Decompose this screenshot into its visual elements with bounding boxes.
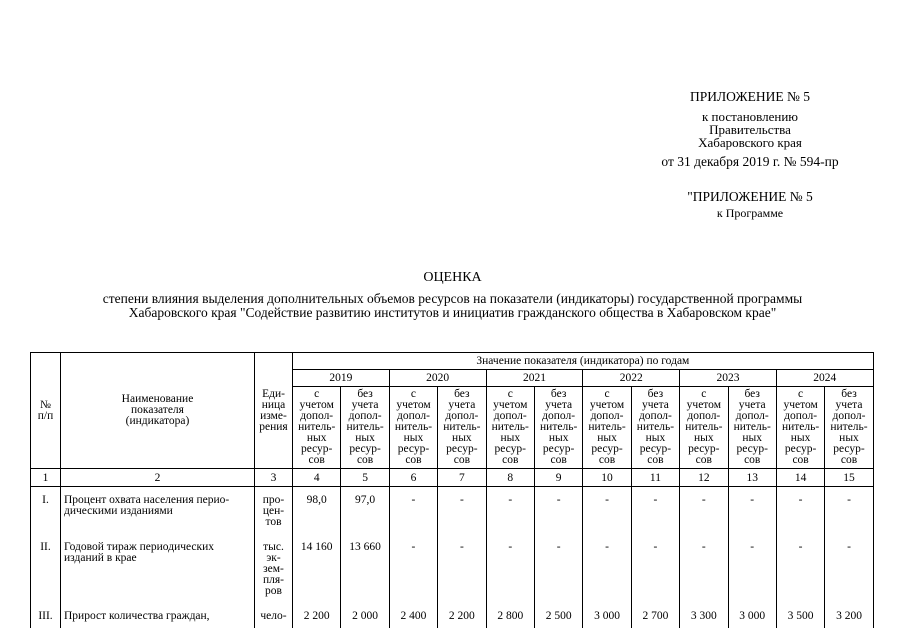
appendix-region: Хабаровского края [698, 135, 802, 150]
indicator-value: - [583, 534, 631, 603]
indicator-value: 3 000 [583, 603, 631, 628]
program-appendix-title: "ПРИЛОЖЕНИЕ № 5 [687, 189, 813, 204]
without-resources-label: ресур- [736, 443, 768, 455]
without-resources-label: ных [452, 432, 472, 444]
indicator-value: 2 700 [631, 603, 679, 628]
table-row [31, 487, 874, 535]
indicator-name-line: изданий в крае [64, 552, 137, 564]
column-number-cell: 13 [728, 469, 776, 487]
column-number-cell: 3 [255, 469, 293, 487]
without-resources-header [341, 387, 389, 469]
with-resources-label: сов [695, 454, 712, 466]
column-number-cell: 15 [825, 469, 873, 487]
without-resources-label: нитель- [830, 421, 868, 433]
col-number-label: № [40, 398, 51, 411]
document-heading: ОЦЕНКА [423, 270, 482, 285]
indicator-value: - [776, 534, 824, 603]
without-resources-label: допол- [542, 410, 576, 422]
with-resources-label: ресур- [397, 443, 430, 455]
indicator-unit-line: про- [262, 494, 285, 506]
without-resources-label: ных [742, 432, 763, 444]
subheading-line-2: Хабаровского края "Содействие развитию институтов и инициатив гражданского общества в Хабаровском крае" [128, 305, 777, 320]
without-resources-label: сов [840, 454, 858, 466]
without-resources-label: нитель- [443, 421, 481, 433]
indicator-value: 3 300 [680, 603, 728, 628]
without-resources-header [438, 387, 486, 469]
with-resources-label: сов [405, 454, 422, 466]
without-resources-label: учета [738, 399, 766, 411]
indicator-value: - [776, 487, 824, 535]
indicator-value: - [389, 534, 437, 603]
column-number-cell: 14 [776, 469, 824, 487]
indicator-value: - [389, 487, 437, 535]
without-resources-label: допол- [735, 410, 769, 422]
document-subheading [30, 292, 875, 320]
with-resources-label: с [701, 388, 707, 400]
with-resources-label: с [798, 388, 804, 400]
without-resources-label: ресур- [446, 443, 478, 455]
with-resources-header [293, 387, 341, 469]
indicator-value: 3 500 [776, 603, 824, 628]
indicator-unit [255, 487, 293, 535]
without-resources-label: сов [647, 454, 664, 466]
column-number-cell: 4 [293, 469, 341, 487]
column-number-cell: 8 [486, 469, 534, 487]
year-header: 2023 [680, 370, 777, 387]
without-resources-label: ных [645, 432, 666, 444]
indicator-name-line: дическими изданиями [64, 505, 173, 517]
indicator-value: - [680, 487, 728, 535]
indicator-unit-line: чело- [260, 610, 287, 622]
without-resources-label: допол- [638, 410, 672, 422]
indicator-value: - [534, 487, 582, 535]
with-resources-label: допол- [784, 410, 818, 422]
indicator-unit-line: тов [265, 516, 282, 528]
col-name-label: показателя [131, 404, 184, 416]
indicator-unit-line: зем- [263, 563, 284, 575]
year-header: 2021 [486, 370, 583, 387]
row-number: I. [31, 487, 61, 535]
without-resources-header [728, 387, 776, 469]
with-resources-header [776, 387, 824, 469]
indicator-value: - [680, 534, 728, 603]
program-appendix-to: к Программе [716, 206, 784, 220]
with-resources-label: ных [403, 432, 424, 444]
indicator-value: - [825, 534, 873, 603]
indicator-value: - [728, 534, 776, 603]
indicator-name [61, 534, 255, 603]
with-resources-label: допол- [687, 410, 721, 422]
indicator-value: 97,0 [341, 487, 389, 535]
with-resources-label: нитель- [781, 421, 820, 433]
year-header: 2020 [389, 370, 486, 387]
with-resources-header [486, 387, 534, 469]
column-number-cell: 6 [389, 469, 437, 487]
with-resources-label: ресур- [591, 443, 623, 455]
col-unit-label: рения [259, 421, 288, 433]
with-resources-label: допол- [397, 410, 430, 422]
indicator-value: 13 660 [341, 534, 389, 603]
with-resources-label: ресур- [300, 443, 333, 455]
indicator-value: - [583, 487, 631, 535]
col-name-label: (индикатора) [125, 415, 190, 427]
column-number-cell: 7 [438, 469, 486, 487]
without-resources-label: допол- [348, 410, 382, 422]
with-resources-label: учетом [589, 399, 625, 411]
indicator-value: 2 500 [534, 603, 582, 628]
without-resources-label: нитель- [540, 421, 578, 433]
with-resources-label: нитель- [685, 421, 723, 433]
col-name-header [61, 353, 255, 469]
indicator-unit-line: эк- [266, 552, 281, 564]
without-resources-label: ных [548, 432, 569, 444]
col-unit-label: Еди- [262, 388, 285, 400]
without-resources-label: сов [744, 454, 761, 466]
appendix-title: ПРИЛОЖЕНИЕ № 5 [689, 89, 811, 104]
indicator-value: - [534, 534, 582, 603]
indicator-unit [255, 603, 293, 628]
with-resources-label: допол- [300, 410, 334, 422]
without-resources-label: ных [355, 432, 375, 444]
without-resources-label: ресур- [542, 443, 575, 455]
indicator-unit-line: ров [265, 585, 282, 597]
with-resources-label: учетом [396, 399, 431, 411]
table-row [31, 534, 874, 603]
with-resources-label: с [507, 388, 513, 400]
indicator-unit-line: тыс. [263, 541, 284, 553]
indicator-value: - [825, 487, 873, 535]
without-resources-label: нитель- [636, 421, 675, 433]
indicator-value: - [486, 534, 534, 603]
without-resources-label: учета [641, 399, 669, 411]
indicator-value: 3 000 [728, 603, 776, 628]
indicator-name [61, 603, 255, 628]
without-resources-label: без [744, 388, 760, 400]
with-resources-header [583, 387, 631, 469]
without-resources-label: сов [356, 454, 374, 466]
with-resources-label: сов [598, 454, 616, 466]
values-header: Значение показателя (индикатора) по годам [293, 353, 874, 370]
without-resources-label: ных [839, 432, 859, 444]
without-resources-label: без [454, 388, 470, 400]
col-number-header [31, 353, 61, 469]
indicator-value: - [438, 534, 486, 603]
without-resources-label: без [357, 388, 373, 400]
col-number-label: п/п [37, 409, 54, 422]
with-resources-label: нитель- [588, 421, 626, 433]
without-resources-label: ресур- [639, 443, 672, 455]
indicator-name-line: Процент охвата населения перио- [64, 494, 230, 506]
without-resources-label: без [841, 388, 857, 400]
with-resources-header [389, 387, 437, 469]
without-resources-label: без [647, 388, 664, 400]
with-resources-label: ресур- [784, 443, 817, 455]
with-resources-label: учетом [493, 399, 528, 411]
appendix-government: Правительства [709, 122, 791, 137]
indicator-name-line: Годовой тираж периодических [64, 541, 214, 553]
with-resources-label: нитель- [491, 421, 529, 433]
column-numbers-row [31, 469, 874, 487]
with-resources-label: нитель- [298, 421, 336, 433]
year-header: 2022 [583, 370, 680, 387]
indicator-unit-line: цен- [262, 505, 285, 517]
indicator-value: 2 000 [341, 603, 389, 628]
row-number: III. [31, 603, 61, 628]
column-number-cell: 2 [61, 469, 255, 487]
column-number-cell: 10 [583, 469, 631, 487]
table-row [31, 603, 874, 628]
with-resources-header [680, 387, 728, 469]
without-resources-label: сов [453, 454, 471, 466]
indicator-name-line: Прирост количества граждан, [64, 610, 210, 622]
indicator-value: 14 160 [293, 534, 341, 603]
col-unit-header [255, 353, 293, 469]
year-header: 2024 [776, 370, 873, 387]
indicator-name [61, 487, 255, 535]
with-resources-label: ных [500, 432, 521, 444]
subheading-line-1: степени влияния выделения дополнительных объемов ресурсов на показатели (индикаторы) государственной программы [102, 291, 803, 306]
column-number-cell: 1 [31, 469, 61, 487]
with-resources-label: ных [790, 432, 811, 444]
indicator-value: - [728, 487, 776, 535]
indicator-value: 2 200 [293, 603, 341, 628]
header-row-1 [31, 353, 874, 370]
with-resources-label: допол- [493, 410, 527, 422]
indicator-value: 3 200 [825, 603, 873, 628]
column-number-cell: 5 [341, 469, 389, 487]
indicator-value: - [438, 487, 486, 535]
without-resources-label: учета [448, 399, 476, 411]
without-resources-label: учета [835, 399, 863, 411]
without-resources-label: допол- [832, 410, 866, 422]
with-resources-label: учетом [783, 399, 818, 411]
indicator-value: - [631, 534, 679, 603]
col-name-label: Наименование [121, 393, 194, 405]
indicator-value: 98,0 [293, 487, 341, 535]
indicator-unit-line: пля- [262, 574, 284, 586]
appendix-to-resolution: к постановлению [701, 109, 799, 124]
indicator-value: 2 200 [438, 603, 486, 628]
with-resources-label: с [410, 388, 417, 400]
col-unit-label: изме- [260, 410, 287, 422]
with-resources-label: учетом [686, 399, 721, 411]
column-number-cell: 12 [680, 469, 728, 487]
indicator-value: - [486, 487, 534, 535]
col-unit-label: ница [261, 399, 286, 411]
with-resources-label: сов [308, 454, 325, 466]
indicator-value: 2 400 [389, 603, 437, 628]
with-resources-label: сов [502, 454, 519, 466]
without-resources-label: ресур- [833, 443, 865, 455]
indicator-value: 2 800 [486, 603, 534, 628]
column-number-cell: 9 [534, 469, 582, 487]
without-resources-label: нитель- [733, 421, 771, 433]
with-resources-label: ресур- [688, 443, 720, 455]
appendix-date-number: от 31 декабря 2019 г. № 594-пр [661, 154, 839, 169]
indicator-unit [255, 534, 293, 603]
row-number: II. [31, 534, 61, 603]
without-resources-label: нитель- [346, 421, 384, 433]
with-resources-label: с [604, 388, 610, 400]
without-resources-label: без [550, 388, 567, 400]
without-resources-label: сов [550, 454, 567, 466]
indicator-value: - [631, 487, 679, 535]
without-resources-header [825, 387, 873, 469]
column-number-cell: 11 [631, 469, 679, 487]
with-resources-label: ных [306, 432, 327, 444]
without-resources-label: ресур- [349, 443, 381, 455]
without-resources-label: учета [351, 399, 379, 411]
with-resources-label: ных [694, 432, 714, 444]
without-resources-label: учета [545, 399, 573, 411]
with-resources-label: нитель- [394, 421, 433, 433]
without-resources-header [631, 387, 679, 469]
with-resources-label: ных [597, 432, 617, 444]
with-resources-label: учетом [299, 399, 334, 411]
without-resources-label: допол- [445, 410, 479, 422]
indicators-table [30, 352, 874, 628]
without-resources-header [534, 387, 582, 469]
with-resources-label: с [314, 388, 320, 400]
with-resources-label: сов [792, 454, 809, 466]
with-resources-label: ресур- [494, 443, 526, 455]
year-header: 2019 [293, 370, 390, 387]
with-resources-label: допол- [590, 410, 624, 422]
